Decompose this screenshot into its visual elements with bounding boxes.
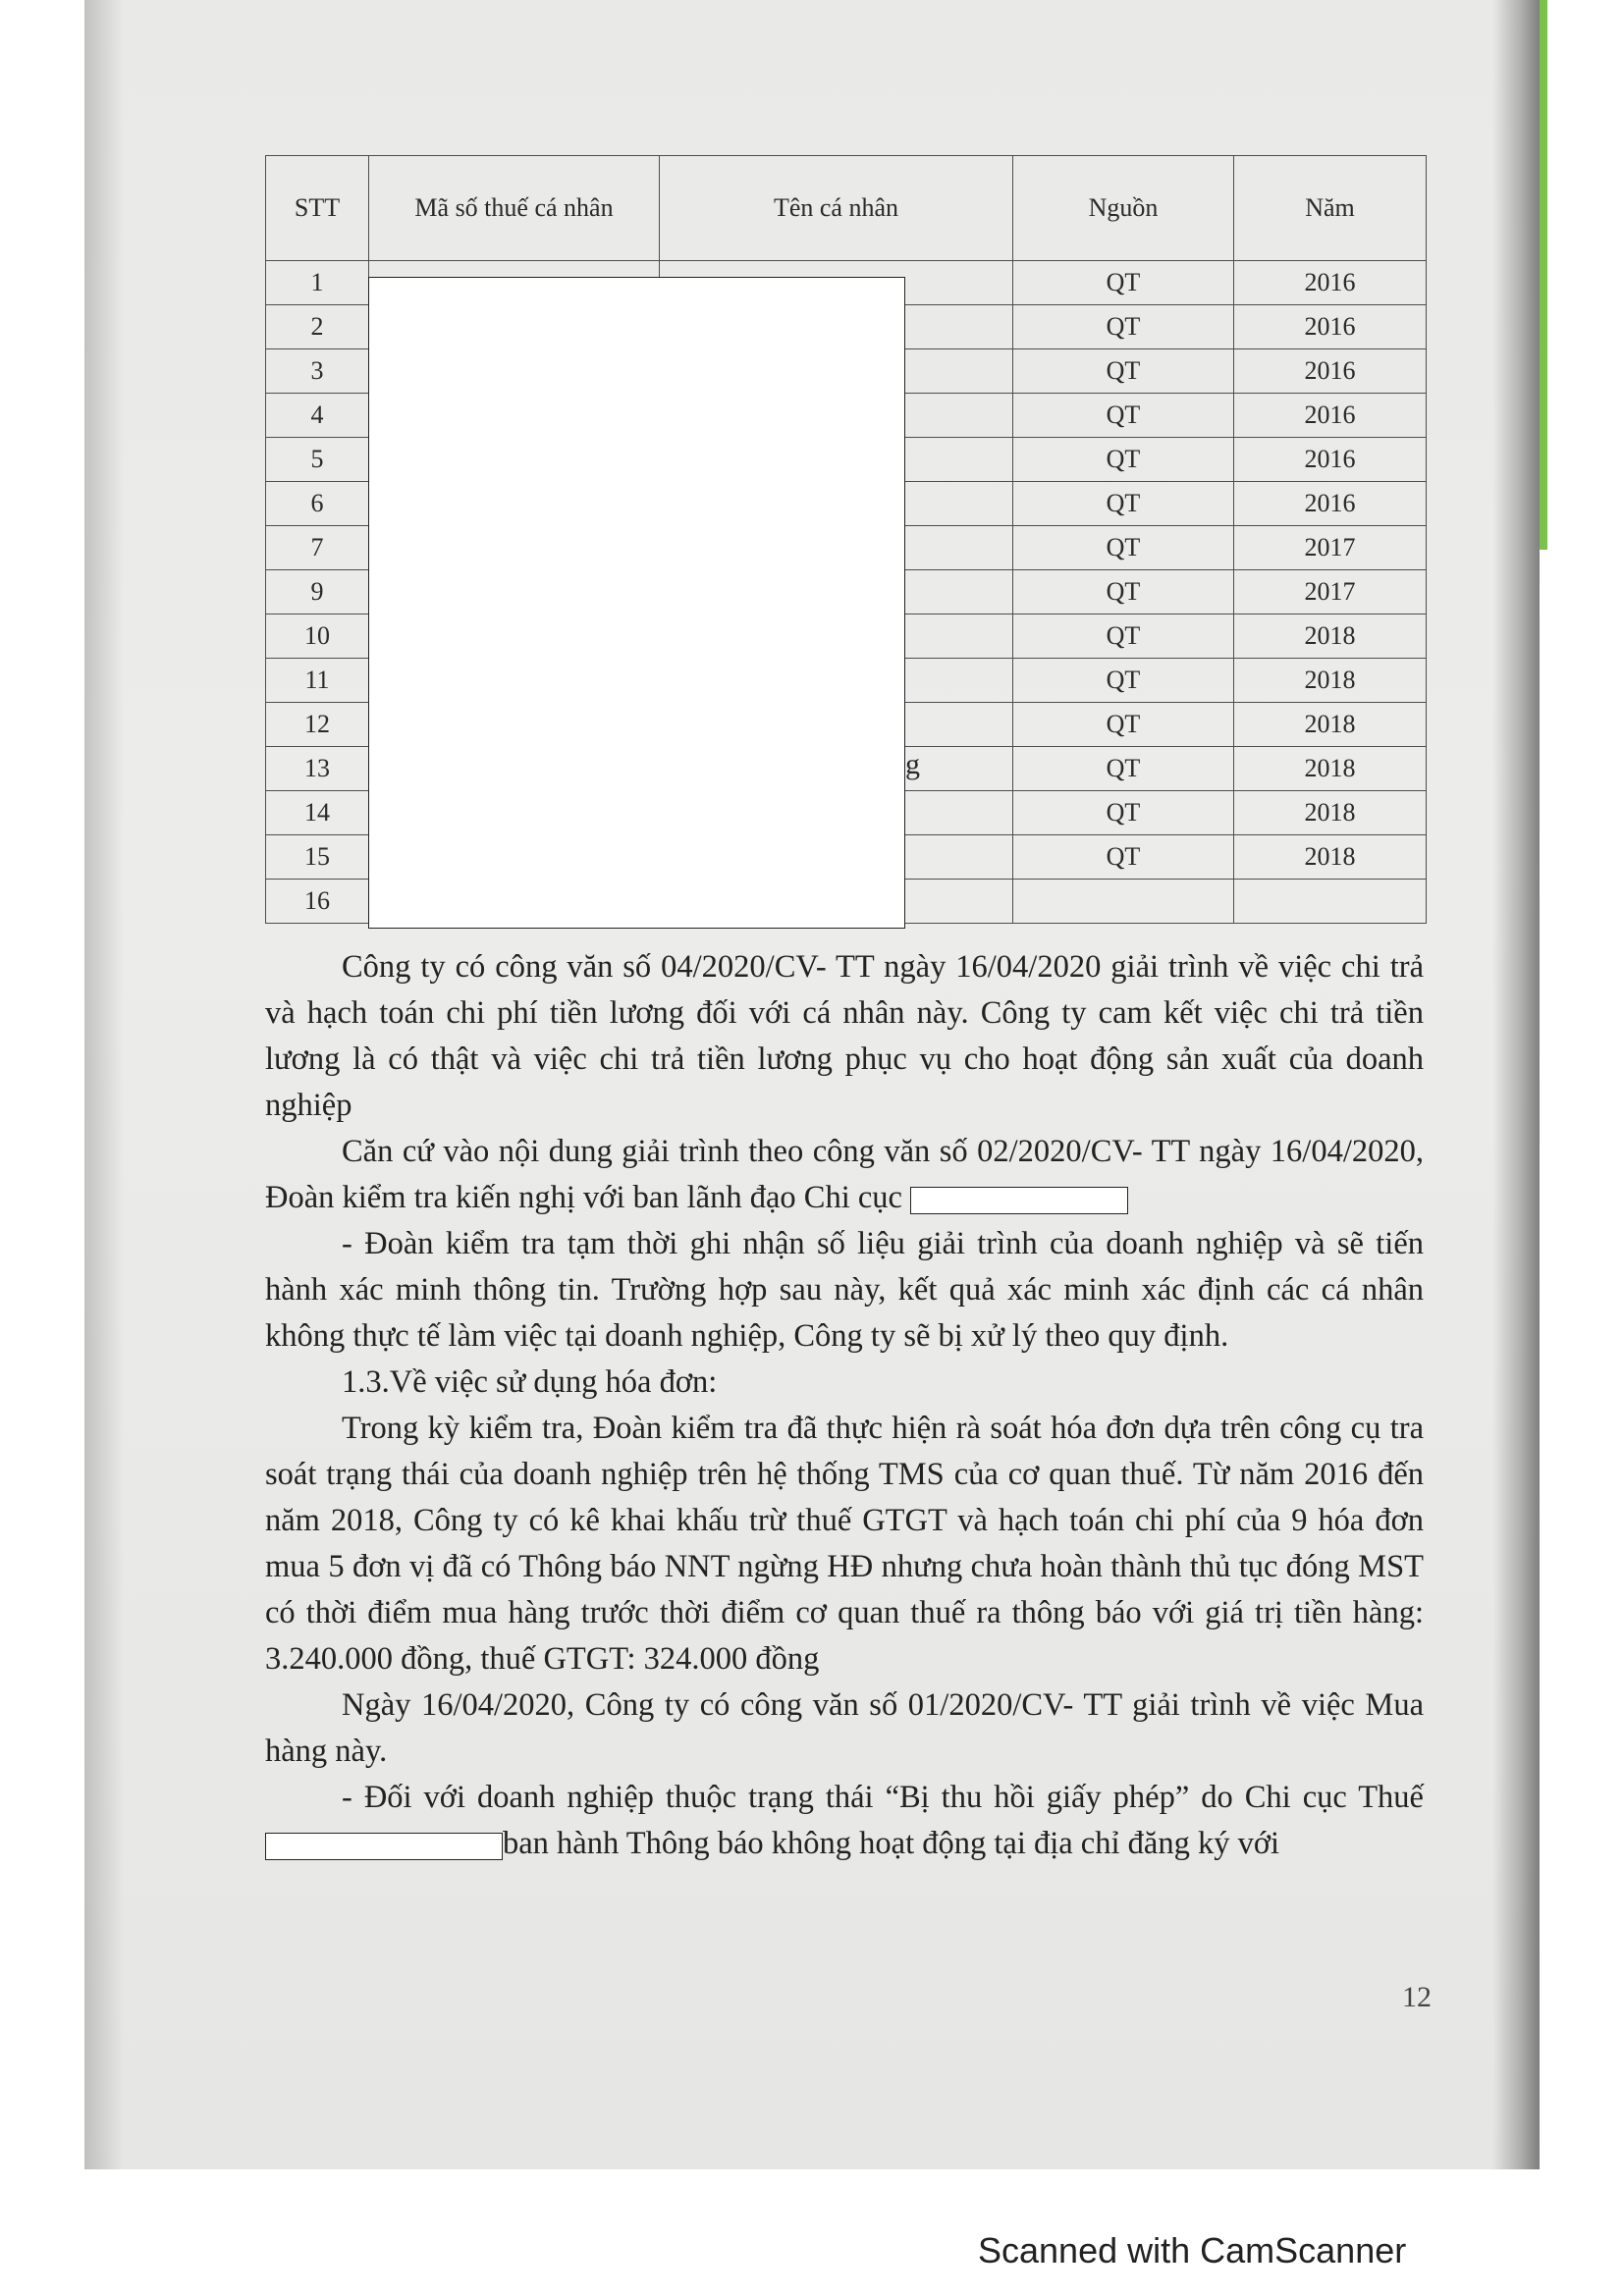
year-cell: 2016 (1234, 394, 1427, 438)
year-cell: 2018 (1234, 703, 1427, 747)
source-cell: QT (1013, 482, 1234, 526)
stt-cell: 12 (266, 703, 369, 747)
source-cell: QT (1013, 438, 1234, 482)
stt-cell: 9 (266, 570, 369, 614)
page-edge-shadow (1492, 0, 1540, 2169)
stt-cell: 2 (266, 305, 369, 349)
year-cell: 2017 (1234, 570, 1427, 614)
source-cell: QT (1013, 349, 1234, 394)
header-tax-code: Mã số thuế cá nhân (369, 156, 660, 261)
year-cell: 2017 (1234, 526, 1427, 570)
year-cell: 2018 (1234, 614, 1427, 659)
year-cell: 2018 (1234, 659, 1427, 703)
source-cell: QT (1013, 835, 1234, 880)
paragraph: Trong kỳ kiểm tra, Đoàn kiểm tra đã thực hiện rà soát hóa đơn dựa trên công cụ tra soát trạng thái của doanh nghiệp trên hệ thống TMS của cơ quan thuế. Từ năm 2016 đến năm 2018, Công ty có kê khai khấu trừ thuế GTGT và hạch toán chi phí của 9 hóa đơn mua 5 đơn vị đã có Thông báo NNT ngừng HĐ nhưng chưa hoàn thành thủ tục đóng MST có thời điểm mua hàng trước thời điểm cơ quan thuế ra thông báo với giá trị tiền hàng: 3.240.000 đồng, thuế GTGT: 324.000 đồng (265, 1411, 1424, 1677)
stt-cell: 13 (266, 747, 369, 791)
source-cell: QT (1013, 791, 1234, 835)
header-name: Tên cá nhân (660, 156, 1013, 261)
stt-cell: 11 (266, 659, 369, 703)
stt-cell: 6 (266, 482, 369, 526)
inline-redaction (910, 1187, 1128, 1214)
page-fold-shadow (84, 0, 124, 2169)
header-year: Năm (1234, 156, 1427, 261)
stt-cell: 4 (266, 394, 369, 438)
header-stt: STT (266, 156, 369, 261)
source-cell (1013, 880, 1234, 924)
year-cell: 2016 (1234, 349, 1427, 394)
stt-cell: 7 (266, 526, 369, 570)
paragraph: - Đoàn kiểm tra tạm thời ghi nhận số liệu giải trình của doanh nghiệp và sẽ tiến hành xác minh thông tin. Trường hợp sau này, kết quả xác minh xác định các cá nhân không thực tế làm việc tại doanh nghiệp, Công ty sẽ bị xử lý theo quy định. (265, 1226, 1424, 1354)
background-strip (1540, 0, 1547, 550)
year-cell: 2018 (1234, 835, 1427, 880)
paragraph: - Đối với doanh nghiệp thuộc trạng thái “Bị thu hồi giấy phép” do Chi cục Thuếban hành Thông báo không hoạt động tại địa chỉ đăng ký với (265, 1775, 1424, 1867)
scanner-watermark: Scanned with CamScanner (978, 2230, 1407, 2270)
inline-redaction (265, 1833, 503, 1860)
year-cell: 2016 (1234, 261, 1427, 305)
name-fragment: g (905, 748, 920, 780)
source-cell: QT (1013, 659, 1234, 703)
source-cell: QT (1013, 261, 1234, 305)
redacted-area (368, 277, 905, 929)
year-cell: 2016 (1234, 438, 1427, 482)
stt-cell: 15 (266, 835, 369, 880)
stt-cell: 5 (266, 438, 369, 482)
section-heading: 1.3.Về việc sử dụng hóa đơn: (342, 1364, 718, 1400)
stt-cell: 1 (266, 261, 369, 305)
source-cell: QT (1013, 526, 1234, 570)
year-cell: 2016 (1234, 482, 1427, 526)
paragraph: Ngày 16/04/2020, Công ty có công văn số 01/2020/CV- TT giải trình về việc Mua hàng này. (265, 1687, 1424, 1769)
year-cell (1234, 880, 1427, 924)
stt-cell: 14 (266, 791, 369, 835)
source-cell: QT (1013, 394, 1234, 438)
stt-cell: 10 (266, 614, 369, 659)
paragraph: Công ty có công văn số 04/2020/CV- TT ngày 16/04/2020 giải trình về việc chi trả và hạch toán chi phí tiền lương đối với cá nhân này. Công ty cam kết việc chi trả tiền lương là có thật và việc chi trả tiền lương phục vụ cho hoạt động sản xuất của doanh nghiệp (265, 949, 1424, 1123)
body-text (265, 944, 1424, 1867)
year-cell: 2018 (1234, 791, 1427, 835)
header-source: Nguồn (1013, 156, 1234, 261)
year-cell: 2016 (1234, 305, 1427, 349)
source-cell: QT (1013, 570, 1234, 614)
source-cell: QT (1013, 703, 1234, 747)
source-cell: QT (1013, 614, 1234, 659)
stt-cell: 16 (266, 880, 369, 924)
year-cell: 2018 (1234, 747, 1427, 791)
source-cell: QT (1013, 747, 1234, 791)
source-cell: QT (1013, 305, 1234, 349)
paragraph: Căn cứ vào nội dung giải trình theo công văn số 02/2020/CV- TT ngày 16/04/2020, Đoàn kiểm tra kiến nghị với ban lãnh đạo Chi cục (265, 1134, 1424, 1215)
page-number: 12 (1402, 1981, 1432, 2013)
stt-cell: 3 (266, 349, 369, 394)
